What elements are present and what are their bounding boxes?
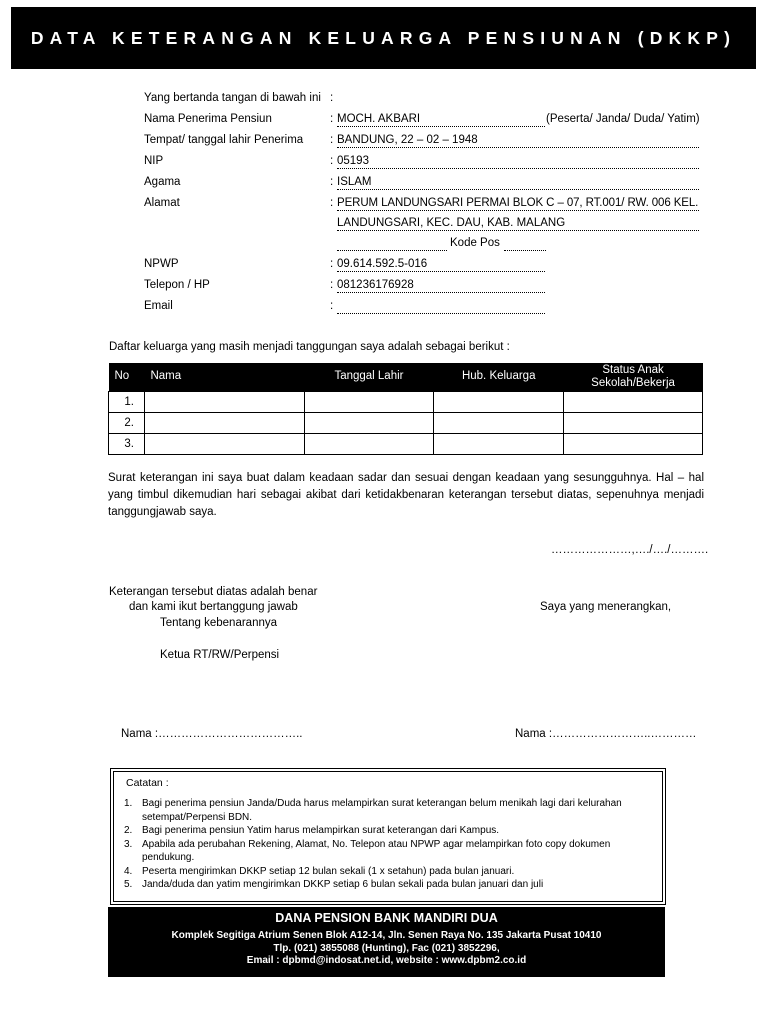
colon: : bbox=[330, 113, 334, 125]
colon: : bbox=[330, 155, 334, 167]
col-header-hub-keluarga: Hub. Keluarga bbox=[434, 363, 564, 391]
sekolah-bekerja-label: Sekolah/Bekerja bbox=[591, 376, 675, 389]
dotted-line bbox=[337, 250, 447, 251]
col-header-status-anak bbox=[564, 363, 703, 391]
dotted-line bbox=[337, 126, 545, 127]
left-sign-line1: Keterangan tersebut diatas adalah benar bbox=[109, 586, 318, 598]
cell-hub-keluarga[interactable] bbox=[434, 412, 564, 433]
intro-text: Yang bertanda tangan di bawah ini bbox=[144, 92, 321, 104]
cell-status-anak[interactable] bbox=[564, 433, 703, 454]
dotted-line bbox=[337, 271, 545, 272]
row-number: 2. bbox=[109, 412, 145, 433]
dotted-line bbox=[337, 147, 699, 148]
field-value-alamat-line1[interactable]: PERUM LANDUNGSARI PERMAI BLOK C – 07, RT.001/ RW. 006 KEL. bbox=[337, 197, 699, 209]
note-line: Bagi penerima pensiun Janda/Duda harus melampirkan surat keterangan belum menikah lagi dari kelurahan bbox=[142, 798, 622, 809]
family-intro: Daftar keluarga yang masih menjadi tanggungan saya adalah sebagai berikut : bbox=[109, 341, 510, 353]
cell-nama[interactable] bbox=[144, 412, 304, 433]
col-header-nama: Nama bbox=[144, 363, 304, 391]
colon: : bbox=[330, 279, 334, 291]
table-row bbox=[109, 391, 703, 412]
kode-pos-label: Kode Pos bbox=[450, 237, 500, 249]
note-text: Bagi penerima pensiun Yatim harus melampirkan surat keterangan dari Kampus. bbox=[142, 825, 500, 836]
left-sign-name[interactable]: Nama :……………………………….. bbox=[121, 728, 303, 740]
field-label-agama: Agama bbox=[144, 176, 181, 188]
footer-email: Email : dpbmd@indosat.net.id, website : www.dpbm2.co.id bbox=[246, 955, 527, 966]
note-number: 3. bbox=[124, 838, 133, 850]
list-item bbox=[124, 865, 664, 879]
right-sign-line1: Saya yang menerangkan, bbox=[540, 601, 672, 613]
footer-company-name: DANA PENSION BANK MANDIRI DUA bbox=[275, 911, 498, 925]
cell-tanggal-lahir[interactable] bbox=[304, 412, 434, 433]
colon: : bbox=[330, 134, 334, 146]
list-item bbox=[124, 797, 664, 824]
footer-phone: Tlp. (021) 3855088 (Hunting), Fac (021) 3852296, bbox=[273, 942, 500, 954]
field-value-alamat-line2[interactable]: LANDUNGSARI, KEC. DAU, KAB. MALANG bbox=[337, 217, 566, 229]
field-value-telepon[interactable]: 081236176928 bbox=[337, 279, 414, 291]
notes-box bbox=[110, 768, 666, 905]
notes-title: Catatan : bbox=[126, 777, 169, 789]
dotted-line bbox=[337, 313, 545, 314]
footer-banner bbox=[108, 907, 665, 977]
list-item bbox=[124, 838, 664, 865]
field-label-ttl: Tempat/ tanggal lahir Penerima bbox=[144, 134, 304, 146]
field-label-npwp: NPWP bbox=[144, 258, 179, 270]
cell-status-anak[interactable] bbox=[564, 391, 703, 412]
colon: : bbox=[330, 92, 334, 104]
right-sign-name[interactable]: Nama :……………………..………… bbox=[515, 728, 697, 740]
note-number: 1. bbox=[124, 798, 133, 809]
left-sign-line3: Tentang kebenarannya bbox=[160, 617, 278, 629]
document-title: DATA KETERANGAN KELUARGA PENSIUNAN (DKKP) bbox=[11, 7, 756, 69]
cell-nama[interactable] bbox=[144, 391, 304, 412]
col-header-tanggal-lahir: Tanggal Lahir bbox=[304, 363, 434, 391]
colon: : bbox=[330, 176, 334, 188]
family-table bbox=[108, 363, 703, 455]
cell-status-anak[interactable] bbox=[564, 412, 703, 433]
dotted-line bbox=[337, 230, 699, 231]
note-text bbox=[142, 838, 610, 865]
footer-contact bbox=[108, 930, 665, 968]
field-label-email: Email bbox=[144, 300, 173, 312]
cell-nama[interactable] bbox=[144, 433, 304, 454]
colon: : bbox=[330, 300, 334, 312]
field-value-agama[interactable]: ISLAM bbox=[337, 176, 372, 188]
note-number: 4. bbox=[124, 865, 133, 877]
left-sign-title: Ketua RT/RW/Perpensi bbox=[160, 649, 280, 661]
col-header-no: No bbox=[109, 363, 145, 391]
note-line: pendukung. bbox=[142, 852, 195, 863]
note-text bbox=[142, 797, 622, 824]
note-text: Peserta mengirimkan DKKP setiap 12 bulan sekali (1 x setahun) pada bulan januari. bbox=[142, 865, 515, 877]
note-line: Apabila ada perubahan Rekening, Alamat, No. Telepon atau NPWP agar melampirkan foto copy dokumen bbox=[142, 838, 611, 850]
status-anak-label: Status Anak bbox=[602, 363, 664, 376]
field-value-npwp[interactable]: 09.614.592.5-016 bbox=[337, 258, 428, 270]
list-item bbox=[124, 824, 664, 838]
note-line: setempat/Perpensi BDN. bbox=[142, 811, 253, 823]
cell-hub-keluarga[interactable] bbox=[434, 391, 564, 412]
statement-paragraph: Surat keterangan ini saya buat dalam keadaan sadar dan sesuai dengan keadaan yang sesungguhnya. Hal – hal yang timbul dikemudian hari sebagai akibat dari ketidakbenaran keterangan tersebut diatas, sepenuhnya menjadi tanggungjawab saya. bbox=[108, 472, 704, 518]
dotted-line bbox=[337, 189, 699, 190]
cell-tanggal-lahir[interactable] bbox=[304, 391, 434, 412]
table-row bbox=[109, 433, 703, 454]
notes-list bbox=[124, 797, 664, 892]
field-value-ttl[interactable]: BANDUNG, 22 – 02 – 1948 bbox=[337, 134, 478, 146]
date-line[interactable]: …………………,…./…./………. bbox=[551, 544, 709, 556]
note-number: 5. bbox=[124, 879, 133, 890]
field-value-nip[interactable]: 05193 bbox=[337, 155, 369, 167]
colon: : bbox=[330, 258, 334, 270]
cell-hub-keluarga[interactable] bbox=[434, 433, 564, 454]
field-label-nama: Nama Penerima Pensiun bbox=[144, 113, 272, 125]
colon: : bbox=[330, 197, 334, 209]
row-number: 1. bbox=[109, 391, 145, 412]
dotted-line bbox=[337, 168, 699, 169]
field-value-nama[interactable]: MOCH. AKBARI bbox=[337, 113, 421, 125]
cell-tanggal-lahir[interactable] bbox=[304, 433, 434, 454]
kode-pos-field[interactable] bbox=[504, 250, 546, 251]
row-number: 3. bbox=[109, 433, 145, 454]
field-label-nip: NIP bbox=[144, 155, 164, 167]
dotted-line bbox=[337, 292, 545, 293]
field-label-alamat: Alamat bbox=[144, 197, 180, 209]
field-label-telepon: Telepon / HP bbox=[144, 279, 210, 291]
table-row bbox=[109, 412, 703, 433]
footer-address: Komplek Segitiga Atrium Senen Blok A12-14, Jln. Senen Raya No. 135 Jakarta Pusat 10410 bbox=[171, 930, 602, 941]
field-suffix-status: (Peserta/ Janda/ Duda/ Yatim) bbox=[546, 113, 700, 125]
note-text: Janda/duda dan yatim mengirimkan DKKP setiap 6 bulan sekali pada bulan januari dan juli bbox=[142, 879, 544, 890]
left-sign-line2: dan kami ikut bertanggung jawab bbox=[129, 601, 298, 613]
note-number: 2. bbox=[124, 825, 133, 836]
list-item bbox=[124, 878, 664, 892]
dotted-line bbox=[337, 210, 699, 211]
